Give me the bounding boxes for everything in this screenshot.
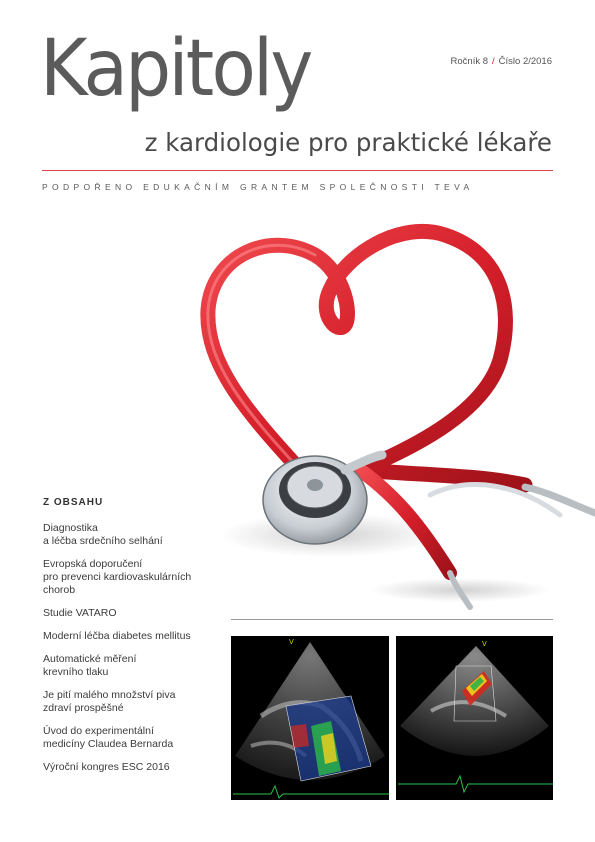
toc-item: Studie VATARO: [43, 607, 117, 619]
svg-text:V: V: [482, 640, 487, 648]
volume-label: Ročník 8: [450, 56, 489, 67]
issue-info: [451, 56, 552, 67]
echocardiogram-image-left: [231, 636, 389, 800]
echocardiogram-image-right: [396, 636, 553, 800]
toc-item: Diagnostika a léčba srdečního selhání: [43, 522, 163, 547]
svg-text:V: V: [289, 638, 294, 646]
toc-item: Je pití malého množství piva zdraví prospěšné: [43, 689, 176, 714]
magazine-title: Kapitoly: [40, 24, 311, 114]
toc-heading: Z OBSAHU: [43, 497, 104, 508]
grant-notice: PODPOŘENO EDUKAČNÍM GRANTEM SPOLEČNOSTI TEVA: [42, 182, 474, 192]
toc-item: Úvod do experimentální medicíny Claudea Bernarda: [43, 725, 174, 750]
issue-separator: /: [492, 56, 495, 67]
section-divider: [231, 619, 553, 620]
table-of-contents: [43, 497, 228, 784]
toc-item: Výroční kongres ESC 2016: [43, 761, 170, 773]
toc-item: Automatické měření krevního tlaku: [43, 653, 137, 678]
issue-number: Číslo 2/2016: [498, 56, 552, 67]
magazine-subtitle: z kardiologie pro praktické lékaře: [144, 128, 552, 157]
title-divider: [42, 170, 553, 171]
toc-item: Moderní léčba diabetes mellitus: [43, 630, 191, 642]
toc-item: Evropská doporučení pro prevenci kardiovaskulárních chorob: [43, 558, 192, 596]
